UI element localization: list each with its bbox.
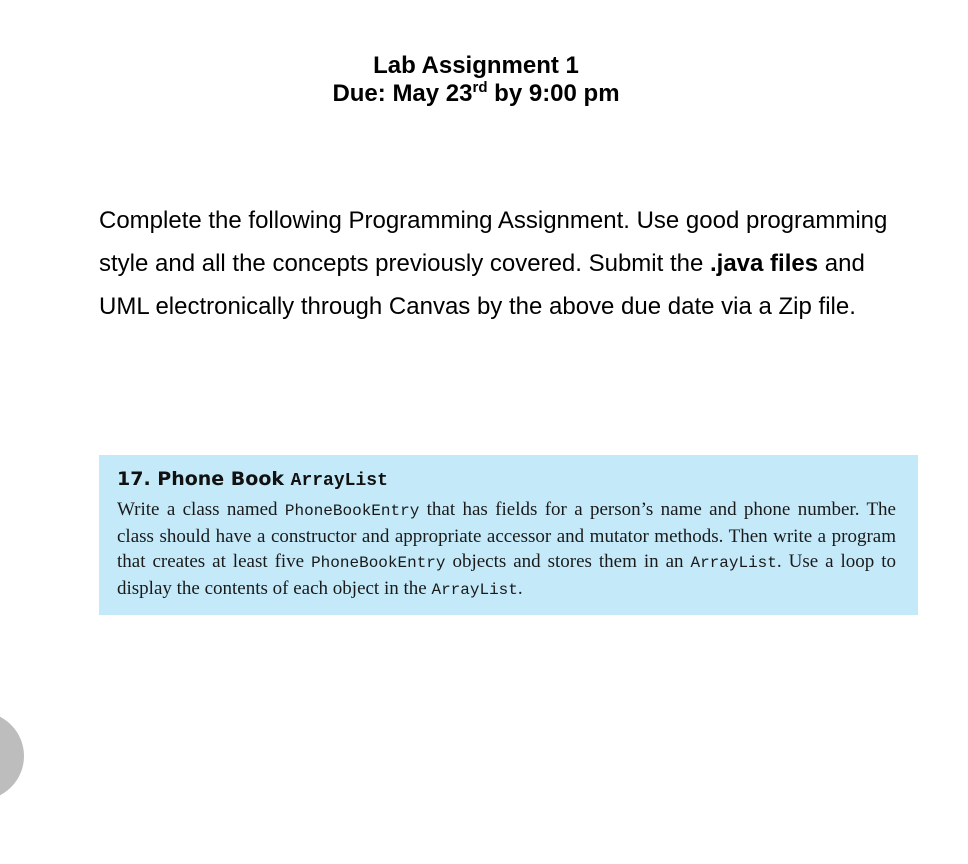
exercise-body-text: Write a class named xyxy=(117,499,285,520)
exercise-body-code: PhoneBookEntry xyxy=(311,554,446,572)
exercise-box xyxy=(99,455,918,615)
document-header xyxy=(0,52,952,108)
due-date xyxy=(0,80,952,108)
exercise-title-text: 17. Phone Book xyxy=(117,468,291,490)
exercise-title xyxy=(117,467,896,493)
exercise-body xyxy=(117,497,896,603)
due-date-suffix: by 9:00 pm xyxy=(487,80,620,107)
assignment-title: Lab Assignment 1 xyxy=(373,52,579,79)
exercise-body-text: . Use a loop to display the contents of each object in the xyxy=(117,551,896,599)
exercise-body-text: that has fields for a person’s name and phone number. The class should have a constructor and appropriate accessor and mutator methods. Then write a program that creates at least five xyxy=(117,499,896,572)
instructions-bold-java-files: .java files xyxy=(710,250,819,277)
exercise-body-text: . xyxy=(517,578,523,599)
exercise-body-code: PhoneBookEntry xyxy=(284,502,420,520)
instructions-text-2: and UML electronically through Canvas by the above due date via a Zip file. xyxy=(99,250,865,320)
instructions-text-1: Complete the following Programming Assignment. Use good programming style and all the concepts previously covered. Submit the xyxy=(99,207,888,277)
exercise-body-code: ArrayList xyxy=(690,554,777,572)
due-date-prefix: Due: May 23 xyxy=(332,80,473,107)
scroll-handle[interactable] xyxy=(0,712,24,800)
exercise-body-text: objects and stores them in an xyxy=(445,551,691,572)
assignment-instructions xyxy=(99,199,899,328)
exercise-title-code: ArrayList xyxy=(290,471,388,491)
exercise-body-code: ArrayList xyxy=(431,581,518,599)
due-date-ordinal: rd xyxy=(472,79,488,96)
